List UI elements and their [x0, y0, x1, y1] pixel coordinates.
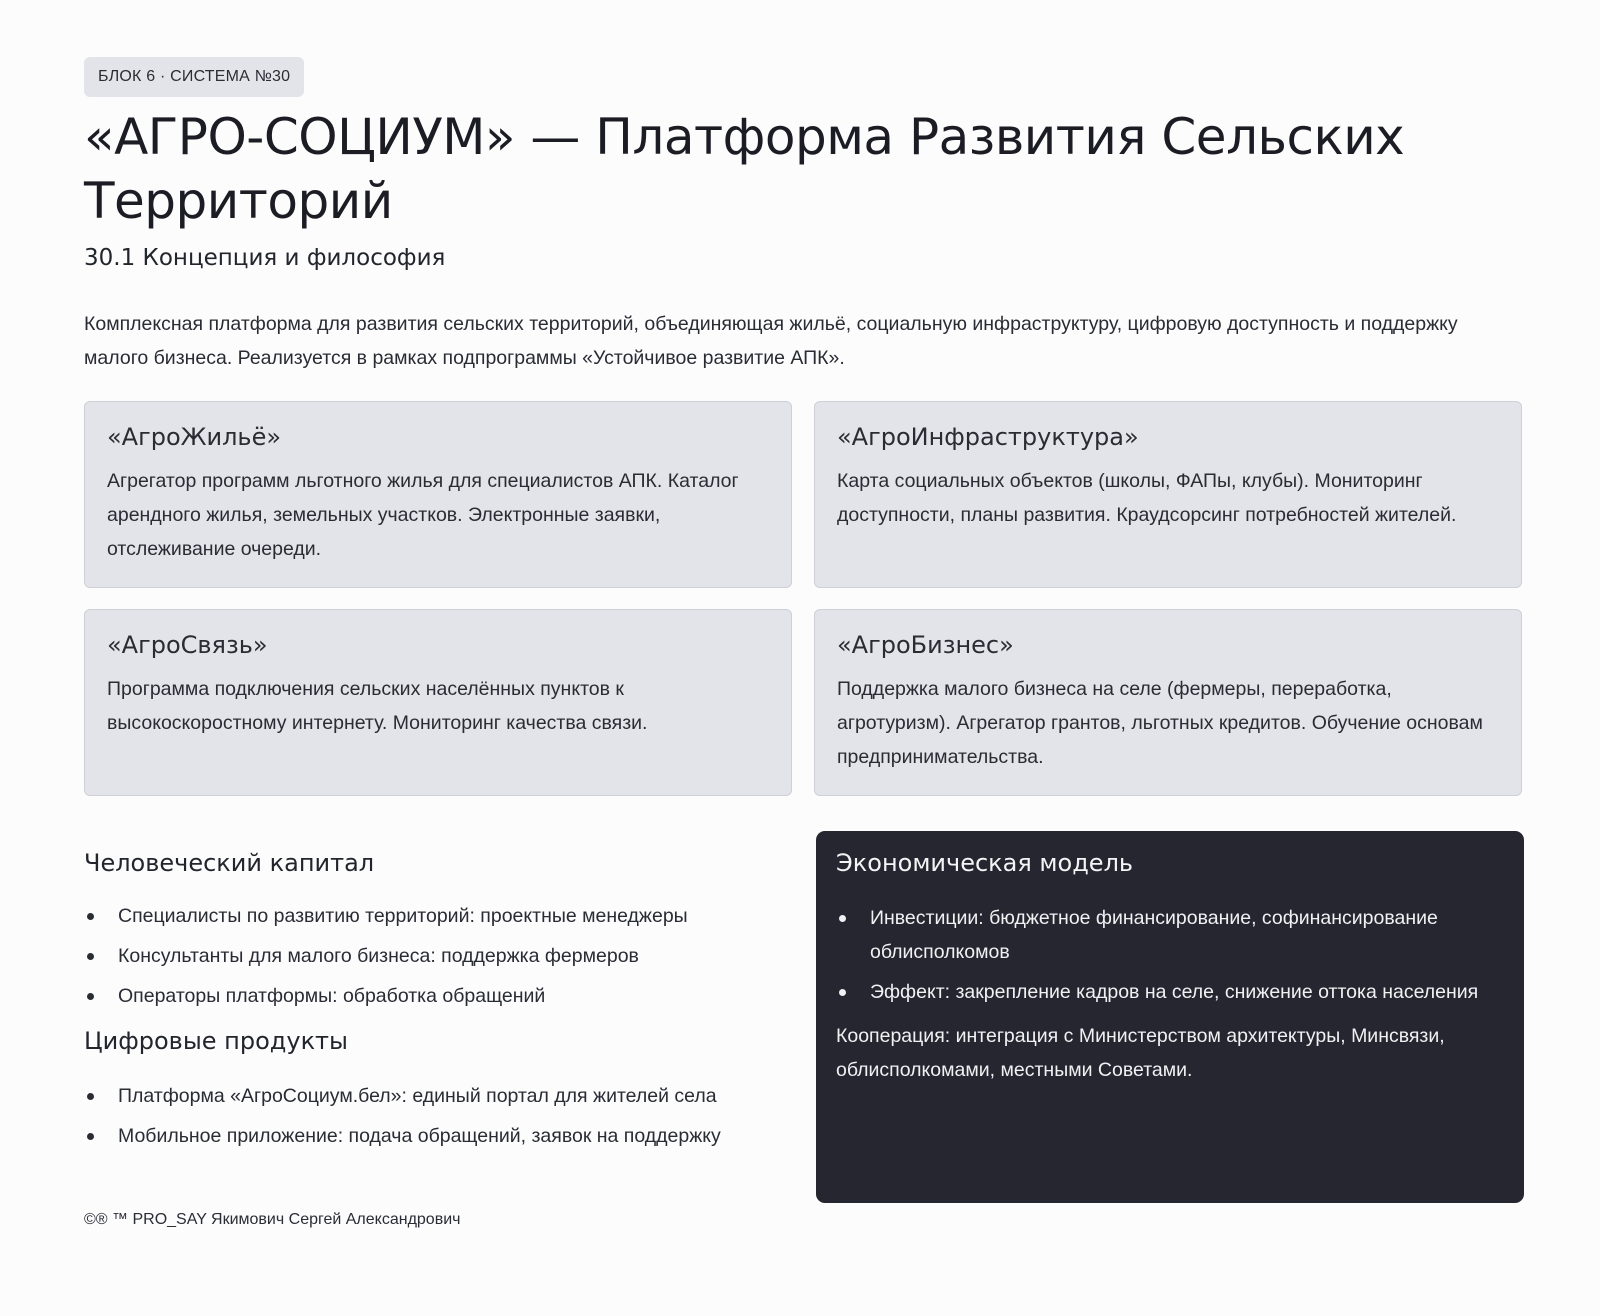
card-title: «АгроИнфраструктура» — [837, 423, 1139, 451]
card-agro-business — [814, 609, 1522, 796]
card-agro-connect — [84, 609, 792, 796]
bullet-icon — [87, 1093, 94, 1100]
card-text: Поддержка малого бизнеса на селе (фермеры, переработка, агротуризм). Агрегатор грантов, льготных кредитов. Обучение основам предпринимательства. — [837, 678, 1483, 768]
digital-products-list — [84, 1079, 784, 1153]
card-agro-infrastructure — [814, 401, 1522, 588]
section-tag: БЛОК 6 · СИСТЕМА №30 — [84, 57, 304, 97]
digital-products-title: Цифровые продукты — [84, 1027, 348, 1055]
card-title: «АгроСвязь» — [107, 631, 268, 659]
card-text: Агрегатор программ льготного жилья для специалистов АПК. Каталог арендного жилья, земельных участков. Электронные заявки, отслеживание очереди. — [107, 470, 739, 560]
list-item — [836, 975, 1504, 1009]
bullet-icon — [839, 989, 846, 996]
card-title: «АгроЖильё» — [107, 423, 282, 451]
bullet-icon — [87, 993, 94, 1000]
bullet-icon — [87, 913, 94, 920]
bullet-icon — [87, 953, 94, 960]
list-item — [836, 901, 1504, 969]
list-item-text: Операторы платформы: обработка обращений — [118, 985, 546, 1007]
page — [84, 57, 1540, 1228]
list-item — [84, 899, 784, 933]
economic-model-title: Экономическая модель — [836, 849, 1134, 877]
card-text: Карта социальных объектов (школы, ФАПы, клубы). Мониторинг доступности, планы развития. Краудсорсинг потребностей жителей. — [837, 470, 1457, 526]
page-title: «АГРО-СОЦИУМ» — Платформа Развития Сельских Территорий — [84, 108, 1405, 230]
lower-left-column — [84, 847, 784, 1159]
list-item-text: Специалисты по развитию территорий: проектные менеджеры — [118, 905, 688, 927]
footer-copyright: ©® ™ PRO_SAY Якимович Сергей Александрович — [84, 1211, 461, 1228]
list-item-text: Консультанты для малого бизнеса: поддержка фермеров — [118, 945, 639, 967]
list-item — [84, 939, 784, 973]
list-item — [84, 1119, 784, 1153]
economic-model-list — [836, 901, 1504, 1009]
list-item — [84, 1079, 784, 1113]
list-item-text: Инвестиции: бюджетное финансирование, софинансирование облисполкомов — [870, 907, 1438, 963]
section-subtitle: 30.1 Концепция и философия — [84, 245, 446, 271]
list-item-text: Эффект: закрепление кадров на селе, снижение оттока населения — [870, 981, 1479, 1003]
human-capital-title: Человеческий капитал — [84, 849, 375, 877]
list-item-text: Платформа «АгроСоциум.бел»: единый портал для жителей села — [118, 1085, 717, 1107]
bullet-icon — [839, 915, 846, 922]
list-item — [84, 979, 784, 1013]
card-title: «АгроБизнес» — [837, 631, 1014, 659]
bullet-icon — [87, 1133, 94, 1140]
card-text: Программа подключения сельских населённых пунктов к высокоскоростному интернету. Мониторинг качества связи. — [107, 678, 648, 734]
economic-model-panel — [816, 831, 1524, 1203]
list-item-text: Мобильное приложение: подача обращений, заявок на поддержку — [118, 1125, 721, 1147]
human-capital-list — [84, 899, 784, 1013]
intro-paragraph: Комплексная платформа для развития сельских территорий, объединяющая жильё, социальную инфраструктуру, цифровую доступность и поддержку малого бизнеса. Реализуется в рамках подпрограммы «Устойчивое развитие АПК». — [84, 313, 1458, 369]
card-agro-housing — [84, 401, 792, 588]
cooperation-text: Кооперация: интеграция с Министерством архитектуры, Минсвязи, облисполкомами, местными Советами. — [836, 1025, 1445, 1081]
